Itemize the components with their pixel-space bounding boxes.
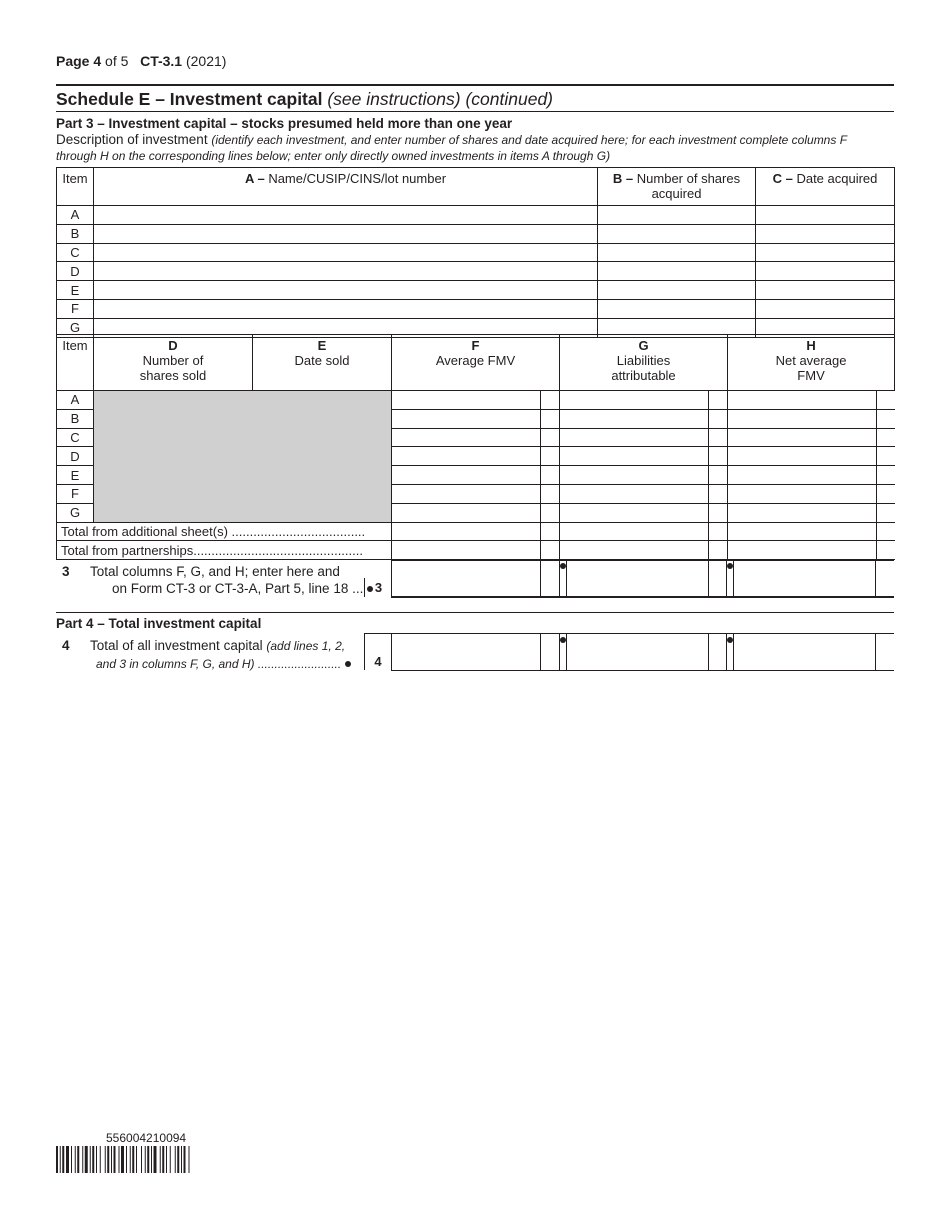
col-item-header: Item: [57, 168, 94, 206]
name-cusip-input[interactable]: [94, 262, 598, 281]
line4-g-cents[interactable]: [708, 633, 727, 671]
row-item-label: D: [57, 262, 94, 281]
shares-acquired-input[interactable]: [598, 299, 756, 318]
liabilities-cents[interactable]: [709, 428, 728, 447]
average-fmv-input[interactable]: [392, 466, 541, 485]
net-average-fmv-input[interactable]: [728, 447, 877, 466]
row-item-label: C: [57, 428, 94, 447]
liabilities-input[interactable]: [560, 391, 709, 410]
liabilities-input[interactable]: [560, 409, 709, 428]
col-d-header: [94, 335, 253, 391]
partnerships-f-cents[interactable]: [541, 541, 560, 560]
partnerships-row: [57, 541, 895, 560]
line3-label: [56, 563, 373, 597]
table-row: [57, 299, 895, 318]
net-average-fmv-input[interactable]: [728, 466, 877, 485]
date-acquired-input[interactable]: [756, 224, 895, 243]
investment-description-table: [56, 167, 895, 338]
additional-h-cents[interactable]: [877, 522, 895, 541]
line3-h-input[interactable]: [726, 560, 876, 598]
table-row: [57, 262, 895, 281]
average-fmv-input[interactable]: [392, 428, 541, 447]
partnerships-h-input[interactable]: [728, 541, 877, 560]
page-label: Page: [56, 53, 90, 69]
col-e-header: [253, 335, 392, 391]
col-b-header: [598, 168, 756, 206]
part3-title: Part 3 – Investment capital – stocks presumed held more than one year: [56, 116, 513, 131]
col-g-header: [560, 335, 728, 391]
form-id: CT-3.1: [140, 53, 183, 69]
average-fmv-cents[interactable]: [541, 447, 560, 466]
col-a-text: Name/CUSIP/CINS/lot number: [268, 171, 447, 186]
partnerships-g-input[interactable]: [560, 541, 709, 560]
liabilities-cents[interactable]: [709, 409, 728, 428]
table-row: [57, 206, 895, 225]
average-fmv-input[interactable]: [392, 484, 541, 503]
average-fmv-cents[interactable]: [541, 503, 560, 522]
description-italic-1: (identify each investment, and enter number of shares and date acquired here; for each investment complete columns F: [211, 133, 848, 147]
additional-f-input[interactable]: [392, 522, 541, 541]
col-d-text-2: shares sold: [139, 368, 207, 383]
table-row: [57, 391, 895, 410]
date-acquired-input[interactable]: [756, 206, 895, 225]
net-average-fmv-input[interactable]: [728, 503, 877, 522]
schedule-title: [56, 89, 553, 110]
net-average-fmv-cents[interactable]: [877, 447, 895, 466]
shares-acquired-input[interactable]: [598, 206, 756, 225]
table-header-row: [57, 168, 895, 206]
line4-number: 4: [62, 638, 70, 653]
col-b-letter: B –: [612, 171, 634, 186]
name-cusip-input[interactable]: [94, 281, 598, 300]
net-average-fmv-cents[interactable]: [877, 391, 895, 410]
row-item-label: F: [57, 484, 94, 503]
date-acquired-input[interactable]: [756, 243, 895, 262]
description-lead: Description of investment: [56, 132, 208, 147]
line3-text-1: Total columns F, G, and H; enter here and: [90, 564, 340, 579]
part4-rule: [56, 612, 894, 613]
additional-sheets-row: [57, 522, 895, 541]
shares-acquired-input[interactable]: [598, 281, 756, 300]
col-b-text-2: acquired: [651, 186, 702, 201]
name-cusip-input[interactable]: [94, 243, 598, 262]
line3-h-cents[interactable]: [875, 560, 894, 598]
average-fmv-input[interactable]: [392, 409, 541, 428]
col-e-text: Date sold: [294, 353, 350, 368]
line3-text-2: on Form CT-3 or CT-3-A, Part 5, line 18 ...: [112, 581, 364, 596]
name-cusip-input[interactable]: [94, 224, 598, 243]
date-acquired-input[interactable]: [756, 281, 895, 300]
line4-text-2: and 3 in columns F, G, and H) .........................: [96, 657, 342, 671]
shares-acquired-input[interactable]: [598, 262, 756, 281]
col-g-text-2: attributable: [611, 368, 676, 383]
row-item-label: D: [57, 447, 94, 466]
liabilities-input[interactable]: [560, 466, 709, 485]
line4-bullet-icon: [345, 661, 351, 667]
line3-box-label: 3: [364, 578, 392, 597]
average-fmv-input[interactable]: [392, 447, 541, 466]
header-rule: [56, 84, 894, 86]
average-fmv-cents[interactable]: [541, 409, 560, 428]
line3-f-input[interactable]: [391, 560, 541, 598]
net-average-fmv-cents[interactable]: [877, 484, 895, 503]
average-fmv-input[interactable]: [392, 503, 541, 522]
additional-g-input[interactable]: [560, 522, 709, 541]
col-g-letter: G: [638, 338, 649, 353]
line4-label: [56, 637, 351, 673]
row-item-label: E: [57, 281, 94, 300]
average-fmv-cents[interactable]: [541, 484, 560, 503]
line4-f-input[interactable]: [391, 633, 541, 671]
col-h-text-2: FMV: [797, 368, 825, 383]
average-fmv-cents[interactable]: [541, 428, 560, 447]
additional-sheets-label: Total from additional sheet(s) .....................................: [57, 522, 392, 541]
col-g-text-1: Liabilities: [616, 353, 671, 368]
table-row: [57, 224, 895, 243]
net-average-fmv-cents[interactable]: [877, 466, 895, 485]
average-fmv-cents[interactable]: [541, 466, 560, 485]
row-item-label: G: [57, 318, 94, 337]
col-d-letter: D: [168, 338, 178, 353]
row-item-label: A: [57, 391, 94, 410]
line3-g-input[interactable]: [559, 560, 709, 598]
row-item-label: F: [57, 299, 94, 318]
average-fmv-input[interactable]: [392, 391, 541, 410]
col-e-letter: E: [317, 338, 327, 353]
row-item-label: B: [57, 409, 94, 428]
col-h-text-1: Net average: [775, 353, 847, 368]
shares-acquired-input[interactable]: [598, 243, 756, 262]
page-number: 4: [93, 53, 102, 69]
part3-description-line2: through H on the corresponding lines below; enter only directly owned investments in items A through G): [56, 149, 611, 163]
date-acquired-input[interactable]: [756, 299, 895, 318]
line4-h-input[interactable]: [726, 633, 876, 671]
shaded-area: [94, 391, 392, 523]
schedule-note: (see instructions) (continued): [327, 89, 554, 109]
partnerships-label: Total from partnerships...............................................: [57, 541, 392, 560]
investment-values-table: [56, 334, 895, 560]
item-header: Item: [57, 335, 94, 391]
additional-g-cents[interactable]: [709, 522, 728, 541]
page-of: of 5: [105, 53, 129, 69]
liabilities-input[interactable]: [560, 428, 709, 447]
row-item-label: C: [57, 243, 94, 262]
liabilities-input[interactable]: [560, 447, 709, 466]
col-f-letter: F: [471, 338, 480, 353]
col-a-letter: A –: [244, 171, 265, 186]
net-average-fmv-input[interactable]: [728, 409, 877, 428]
col-b-text-1: Number of shares: [636, 171, 741, 186]
line4-text-1-italic: (add lines 1, 2,: [266, 639, 346, 653]
additional-f-cents[interactable]: [541, 522, 560, 541]
name-cusip-input[interactable]: [94, 206, 598, 225]
row-item-label: A: [57, 206, 94, 225]
additional-h-input[interactable]: [728, 522, 877, 541]
net-average-fmv-cents[interactable]: [877, 409, 895, 428]
line4-f-cents[interactable]: [540, 633, 560, 671]
liabilities-cents[interactable]: [709, 391, 728, 410]
col-h-letter: H: [806, 338, 816, 353]
line4-text-1: Total of all investment capital: [90, 638, 263, 653]
table-row: [57, 281, 895, 300]
partnerships-f-input[interactable]: [392, 541, 541, 560]
table-row: [57, 243, 895, 262]
partnerships-g-cents[interactable]: [709, 541, 728, 560]
date-acquired-input[interactable]: [756, 262, 895, 281]
average-fmv-cents[interactable]: [541, 391, 560, 410]
liabilities-cents[interactable]: [709, 447, 728, 466]
line4-h-cents[interactable]: [875, 633, 894, 671]
part3-description: [56, 132, 896, 148]
barcode-number: 556004210094: [106, 1131, 187, 1145]
col-c-text: Date acquired: [796, 171, 878, 186]
name-cusip-input[interactable]: [94, 299, 598, 318]
net-average-fmv-input[interactable]: [728, 391, 877, 410]
net-average-fmv-cents[interactable]: [877, 428, 895, 447]
shares-acquired-input[interactable]: [598, 224, 756, 243]
line4-g-input[interactable]: [559, 633, 709, 671]
values-header-row: [57, 335, 895, 391]
col-c-header: [756, 168, 895, 206]
liabilities-cents[interactable]: [709, 503, 728, 522]
row-item-label: B: [57, 224, 94, 243]
liabilities-cents[interactable]: [709, 466, 728, 485]
row-item-label: E: [57, 466, 94, 485]
col-f-text: Average FMV: [435, 353, 516, 368]
net-average-fmv-input[interactable]: [728, 484, 877, 503]
page-header: [56, 53, 226, 69]
liabilities-cents[interactable]: [709, 484, 728, 503]
barcode-icon: [56, 1146, 240, 1173]
partnerships-h-cents[interactable]: [877, 541, 895, 560]
col-d-text-1: Number of: [142, 353, 204, 368]
line4-box-label: 4: [364, 633, 391, 670]
line3-g-cents[interactable]: [708, 560, 727, 598]
line3-f-cents[interactable]: [540, 560, 560, 598]
col-f-header: [392, 335, 560, 391]
part4-title: Part 4 – Total investment capital: [56, 616, 262, 631]
col-h-header: [728, 335, 895, 391]
row-item-label: G: [57, 503, 94, 522]
schedule-title-text: Schedule E – Investment capital: [56, 89, 323, 109]
form-year: (2021): [185, 53, 227, 69]
net-average-fmv-cents[interactable]: [877, 503, 895, 522]
line3-number: 3: [62, 564, 70, 579]
net-average-fmv-input[interactable]: [728, 428, 877, 447]
liabilities-input[interactable]: [560, 484, 709, 503]
col-a-header: [94, 168, 598, 206]
liabilities-input[interactable]: [560, 503, 709, 522]
col-c-letter: C –: [772, 171, 793, 186]
title-rule: [56, 111, 894, 112]
